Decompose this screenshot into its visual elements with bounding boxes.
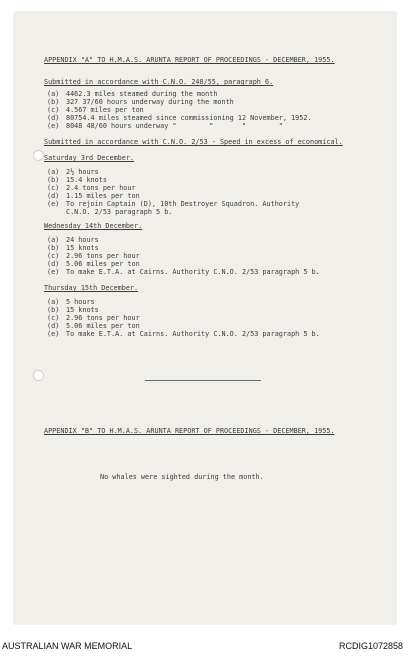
list-key: (c) (47, 106, 60, 114)
footer-record-id: RCDIG1072858 (338, 641, 403, 651)
list-value: 2.96 tons per hour (66, 252, 140, 260)
list-value: 80754.4 miles steamed since commissioning 12 November, 1952. (66, 114, 312, 122)
list-key: (e) (47, 122, 60, 130)
list-value: To make E.T.A. at Cairns. Authority C.N.O. 2/53 paragraph 5 b. (66, 268, 320, 276)
list-key: (a) (47, 236, 60, 244)
list-value: C.N.O. 2/53 paragraph 5 b. (66, 208, 173, 216)
punch-hole (33, 370, 44, 381)
list-value: 1.15 miles per ton (66, 192, 140, 200)
list-key: (b) (47, 244, 60, 252)
punch-hole (33, 150, 44, 161)
list-key: (e) (47, 268, 60, 276)
list-value: 4462.3 miles steamed during the month (66, 90, 218, 98)
list-value: 327 37/60 hours underway during the month (66, 98, 234, 106)
section-heading: Wednesday 14th December. (44, 222, 143, 230)
list-key: (e) (47, 330, 60, 338)
list-key: (a) (47, 298, 60, 306)
list-key: (a) (47, 90, 60, 98)
list-value: 5 hours (66, 298, 95, 306)
intro-cno-2-53: Submitted in accordance with C.N.O. 2/53 - Speed in excess of economical. (44, 138, 343, 146)
appendix-b-title: APPENDIX "B" TO H.M.A.S. ARUNTA REPORT OF PROCEEDINGS - DECEMBER, 1955. (44, 427, 335, 435)
appendix-b-body: No whales were sighted during the month. (100, 473, 264, 481)
list-value: 15 knots (66, 244, 99, 252)
list-value: To make E.T.A. at Cairns. Authority C.N.O. 2/53 paragraph 5 b. (66, 330, 320, 338)
list-value: 2.4 tons per hour (66, 184, 136, 192)
list-value: 15.4 knots (66, 176, 107, 184)
intro-cno-248: Submitted in accordance with C.N.O. 248/55, paragraph 6. (44, 78, 274, 86)
list-value: 8048 48/60 hours underway " " " " (66, 122, 283, 130)
list-key: (c) (47, 314, 60, 322)
list-key: (b) (47, 306, 60, 314)
list-value: 15 knots (66, 306, 99, 314)
list-key: (c) (47, 252, 60, 260)
list-value: 4.567 miles per ton (66, 106, 144, 114)
footer-institution: AUSTRALIAN WAR MEMORIAL (2, 641, 133, 651)
list-key: (b) (47, 98, 60, 106)
list-key: (d) (47, 192, 60, 200)
list-key: (e) (47, 200, 60, 208)
section-heading: Thursday 15th December. (44, 284, 139, 292)
list-key: (d) (47, 322, 60, 330)
list-key: (d) (47, 114, 60, 122)
list-value: To rejoin Captain (D), 10th Destroyer Squadron. Authority (66, 200, 300, 208)
list-key: (d) (47, 260, 60, 268)
list-value: 24 hours (66, 236, 99, 244)
section-heading: Saturday 3rd December. (44, 154, 135, 162)
section-divider (145, 380, 261, 381)
list-value: 2.96 tons per hour (66, 314, 140, 322)
list-key: (b) (47, 176, 60, 184)
list-value: 5.06 miles per ton (66, 322, 140, 330)
list-key: (a) (47, 168, 60, 176)
list-value: 2½ hours (66, 168, 99, 176)
list-value: 5.06 miles per ton (66, 260, 140, 268)
appendix-a-title: APPENDIX "A" TO H.M.A.S. ARUNTA REPORT OF PROCEEDINGS - DECEMBER, 1955. (44, 56, 335, 64)
list-key: (c) (47, 184, 60, 192)
